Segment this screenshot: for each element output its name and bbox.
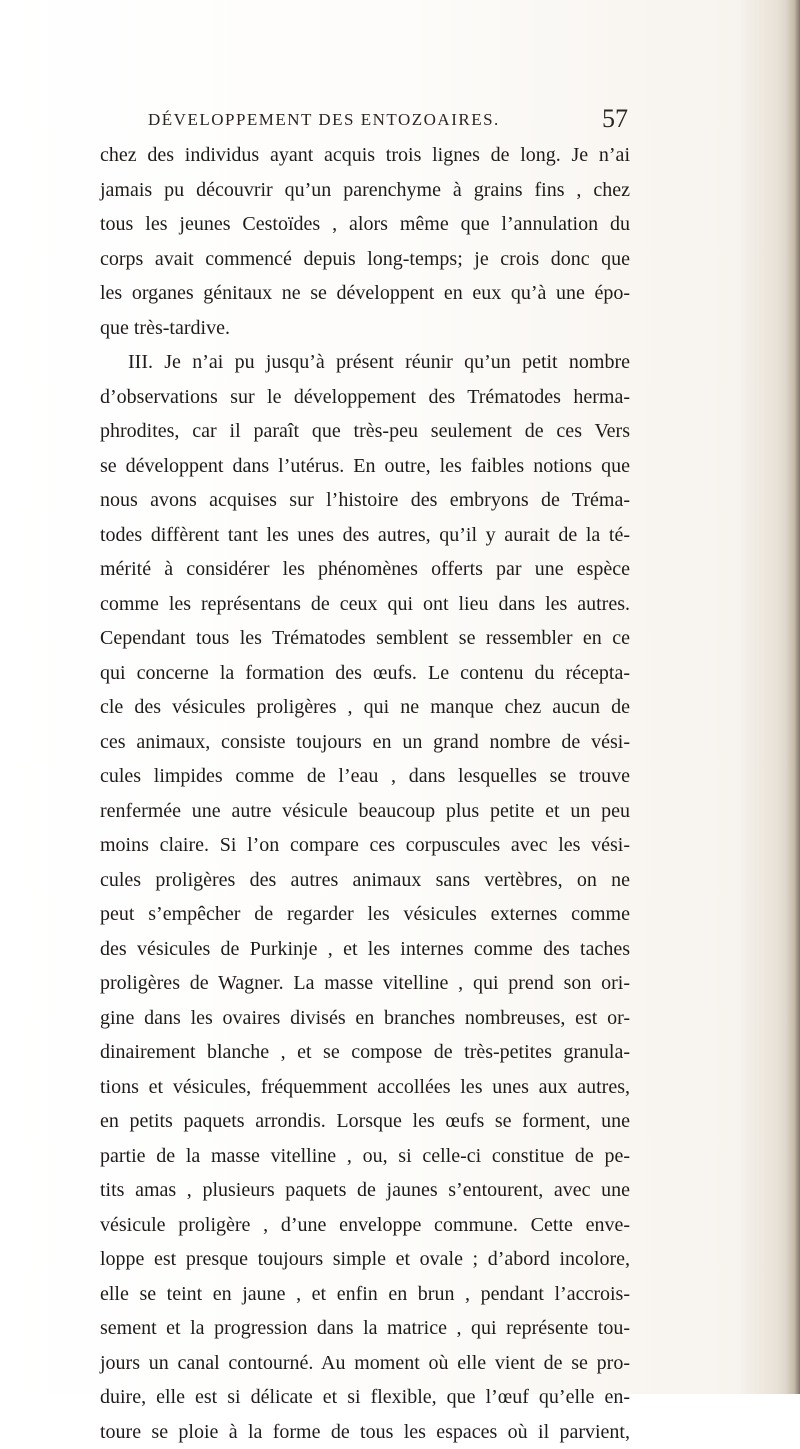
text-line: cules limpides comme de l’eau , dans lesquelles se trouve xyxy=(100,759,630,794)
text-line: tits amas , plusieurs paquets de jaunes s’entourent, avec une xyxy=(100,1173,630,1208)
text-line: dinairement blanche , et se compose de très-petites granula- xyxy=(100,1035,630,1070)
text-line: Cependant tous les Trématodes semblent se ressembler en ce xyxy=(100,621,630,656)
text-line: toure se ploie à la forme de tous les espaces où il parvient, xyxy=(100,1415,630,1449)
text-line: comme les représentans de ceux qui ont lieu dans les autres. xyxy=(100,587,630,622)
text-line: phrodites, car il paraît que très-peu seulement de ces Vers xyxy=(100,414,630,449)
text-line: ces animaux, consiste toujours en un grand nombre de vési- xyxy=(100,725,630,760)
text-line: duire, elle est si délicate et si flexible, que l’œuf qu’elle en- xyxy=(100,1380,630,1415)
text-line: cules proligères des autres animaux sans vertèbres, on ne xyxy=(100,863,630,898)
text-line: loppe est presque toujours simple et ovale ; d’abord incolore, xyxy=(100,1242,630,1277)
text-line: tous les jeunes Cestoïdes , alors même que l’annulation du xyxy=(100,207,630,242)
text-line: vésicule proligère , d’une enveloppe commune. Cette enve- xyxy=(100,1208,630,1243)
text-line: se développent dans l’utérus. En outre, les faibles notions que xyxy=(100,449,630,484)
text-line: peut s’empêcher de regarder les vésicules externes comme xyxy=(100,897,630,932)
text-line: sement et la progression dans la matrice , qui représente tou- xyxy=(100,1311,630,1346)
text-line: en petits paquets arrondis. Lorsque les œufs se forment, une xyxy=(100,1104,630,1139)
text-line: gine dans les ovaires divisés en branches nombreuses, est or- xyxy=(100,1001,630,1036)
text-line: nous avons acquises sur l’histoire des embryons de Tréma- xyxy=(100,483,630,518)
page-header xyxy=(148,108,628,138)
text-line: moins claire. Si l’on compare ces corpuscules avec les vési- xyxy=(100,828,630,863)
text-line: les organes génitaux ne se développent en eux qu’à une épo- xyxy=(100,276,630,311)
page-number: 57 xyxy=(602,104,628,134)
text-line: proligères de Wagner. La masse vitelline , qui prend son ori- xyxy=(100,966,630,1001)
text-line: mérité à considérer les phénomènes offerts par une espèce xyxy=(100,552,630,587)
text-line: cle des vésicules proligères , qui ne manque chez aucun de xyxy=(100,690,630,725)
text-line: d’observations sur le développement des Trématodes herma- xyxy=(100,380,630,415)
text-line: corps avait commencé depuis long-temps; je crois donc que xyxy=(100,242,630,277)
text-line: partie de la masse vitelline , ou, si celle-ci constitue de pe- xyxy=(100,1139,630,1174)
text-line: chez des individus ayant acquis trois lignes de long. Je n’ai xyxy=(100,138,630,173)
text-line: jamais pu découvrir qu’un parenchyme à grains fins , chez xyxy=(100,173,630,208)
running-title: DÉVELOPPEMENT DES ENTOZOAIRES. xyxy=(148,110,500,130)
text-line: jours un canal contourné. Au moment où elle vient de se pro- xyxy=(100,1346,630,1381)
text-line: tions et vésicules, fréquemment accollées les unes aux autres, xyxy=(100,1070,630,1105)
text-line: todes diffèrent tant les unes des autres, qu’il y aurait de la té- xyxy=(100,518,630,553)
text-line: qui concerne la formation des œufs. Le contenu du récepta- xyxy=(100,656,630,691)
page-edge-shadow xyxy=(786,0,800,1394)
text-line: que très-tardive. xyxy=(100,311,630,346)
body-text xyxy=(100,138,630,1449)
text-line: renfermée une autre vésicule beaucoup plus petite et un peu xyxy=(100,794,630,829)
text-line: elle se teint en jaune , et enfin en brun , pendant l’accrois- xyxy=(100,1277,630,1312)
text-line: III. Je n’ai pu jusqu’à présent réunir qu’un petit nombre xyxy=(100,345,630,380)
text-line: des vésicules de Purkinje , et les internes comme des taches xyxy=(100,932,630,967)
